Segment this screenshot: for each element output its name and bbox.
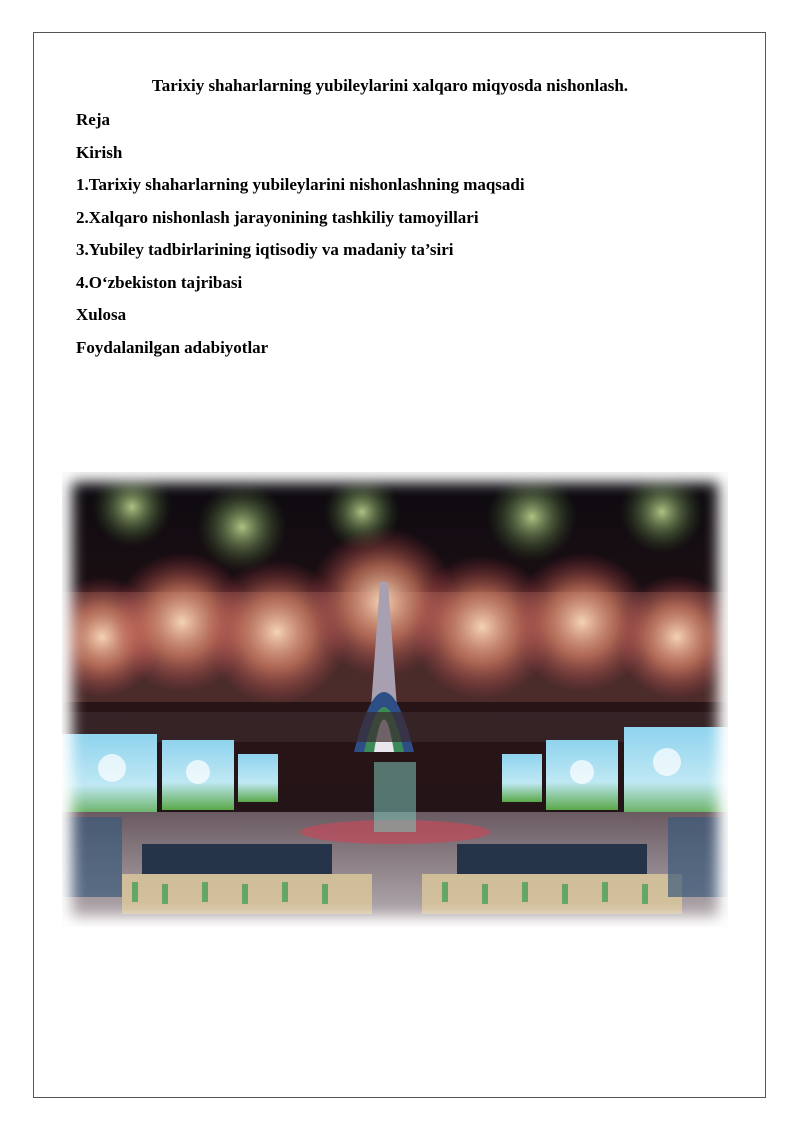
plan-heading: Reja — [76, 110, 110, 129]
plan-item-1: 1.Tarixiy shaharlarning yubileylarini nishonlashning maqsadi — [76, 175, 525, 194]
document-title: Tarixiy shaharlarning yubileylarini xalqaro miqyosda nishonlash. — [151, 76, 629, 95]
plan-item-intro: Kirish — [76, 142, 123, 162]
plan-item-2: 2.Xalqaro nishonlash jarayonining tashkiliy tamoyillari — [76, 207, 479, 227]
fireworks-icon — [62, 472, 728, 704]
plan-list — [76, 106, 525, 366]
plan-item-3: 3.Yubiley tadbirlarining iqtisodiy va madaniy ta’siri — [76, 240, 454, 259]
plan-item-conclusion: Xulosa — [76, 305, 127, 324]
plan-item-4: 4.O‘zbekiston tajribasi — [76, 272, 243, 292]
plan-item-references: Foydalanilgan adabiyotlar — [76, 337, 269, 357]
fireworks-celebration-photo — [62, 472, 728, 927]
